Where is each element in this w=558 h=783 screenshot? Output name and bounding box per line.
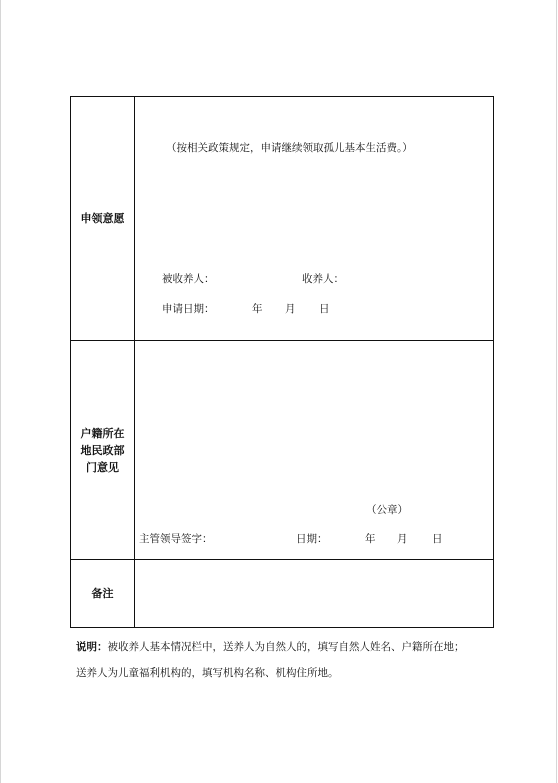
apply-date-label: 申请日期： bbox=[162, 303, 215, 315]
opinion-month-label: 月 bbox=[397, 533, 408, 545]
apply-label-cell bbox=[71, 97, 135, 341]
instruction-text2: 送养人为儿童福利机构的，填写机构名称、机构住所地。 bbox=[76, 667, 339, 679]
opinion-label-cell bbox=[71, 341, 135, 560]
opinion-content-cell bbox=[135, 341, 494, 560]
opinion-year-label: 年 bbox=[365, 533, 376, 545]
remark-row bbox=[71, 560, 494, 628]
apply-year-label: 年 bbox=[252, 303, 263, 315]
application-form-table bbox=[70, 96, 494, 628]
instruction-line1 bbox=[76, 634, 496, 660]
opinion-label-line2: 地民政部 bbox=[80, 443, 125, 457]
apply-label: 申领意愿 bbox=[80, 212, 125, 225]
remark-label-cell bbox=[71, 560, 135, 628]
opinion-label-line3: 门意见 bbox=[86, 460, 119, 474]
instruction-note bbox=[76, 634, 496, 686]
instruction-label: 说明： bbox=[76, 641, 108, 653]
leader-signature-label: 主管领导签字： bbox=[139, 533, 213, 545]
official-seal-label: （公章） bbox=[366, 504, 408, 516]
opinion-day-label: 日 bbox=[432, 533, 443, 545]
instruction-text1: 被收养人基本情况栏中，送养人为自然人的，填写自然人姓名、户籍所在地； bbox=[107, 641, 465, 653]
adopter-signature-label: 收养人： bbox=[302, 273, 344, 285]
policy-note: （按相关政策规定，申请继续领取孤儿基本生活费。） bbox=[166, 142, 413, 154]
remark-content-cell[interactable] bbox=[135, 560, 494, 628]
remark-label: 备注 bbox=[91, 587, 114, 600]
opinion-row bbox=[71, 341, 494, 560]
apply-row bbox=[71, 97, 494, 341]
adoptee-signature-label: 被收养人： bbox=[162, 273, 215, 285]
apply-content-cell bbox=[135, 97, 494, 341]
apply-month-label: 月 bbox=[285, 303, 296, 315]
opinion-label-line1: 户籍所在 bbox=[80, 426, 125, 440]
opinion-date-label: 日期： bbox=[296, 533, 328, 545]
apply-day-label: 日 bbox=[319, 303, 330, 315]
